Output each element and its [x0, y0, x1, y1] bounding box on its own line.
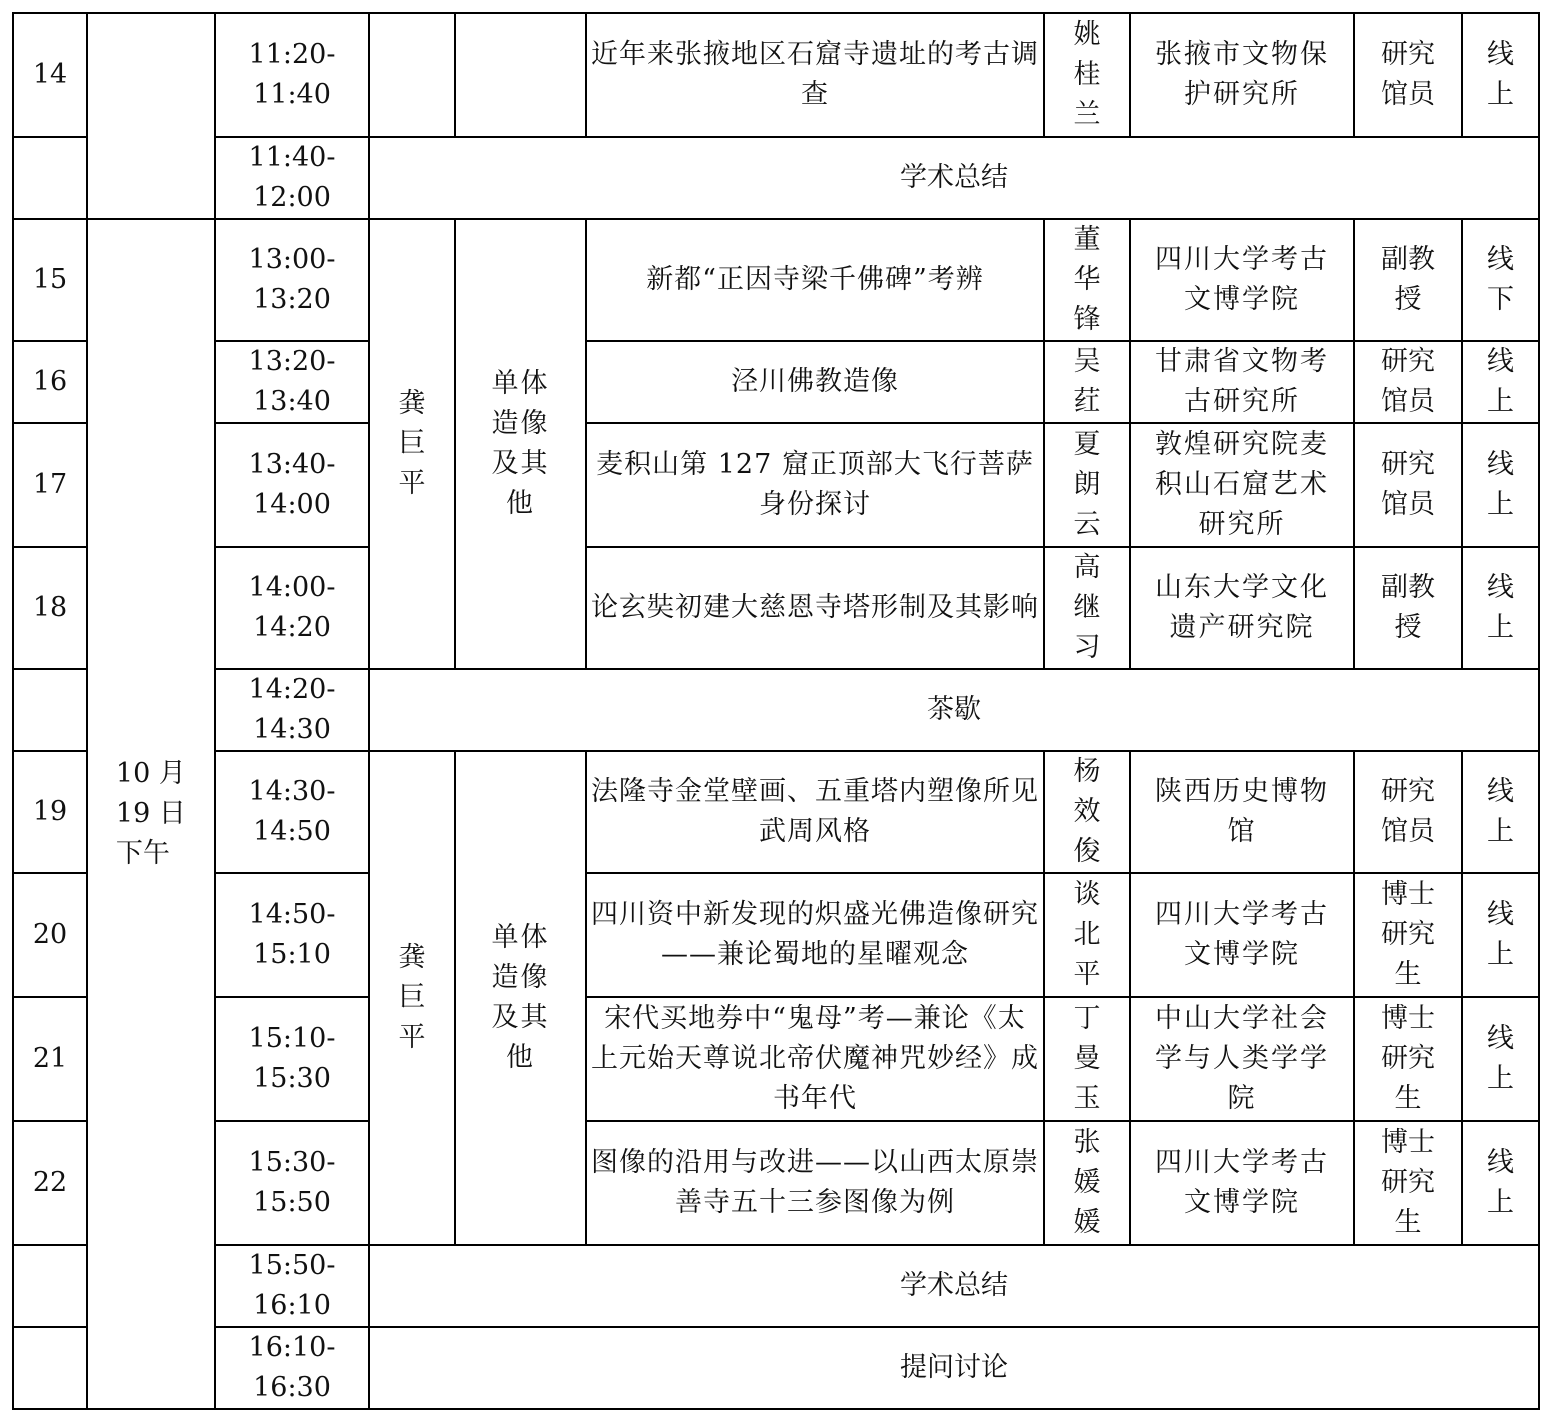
break-cell: 茶歇: [369, 669, 1539, 751]
table-row: [13, 13, 1539, 137]
row-number: 19: [13, 751, 87, 873]
row-number: [13, 1327, 87, 1409]
time-cell: 14:50- 15:10: [215, 873, 369, 997]
table-row: [13, 1327, 1539, 1409]
presentation-mode: 线上: [1462, 751, 1539, 873]
title-rank: 研究馆员: [1354, 423, 1462, 547]
speaker-name: 姚桂兰: [1044, 13, 1130, 137]
paper-title: 法隆寺金堂壁画、五重塔内塑像所见武周风格: [586, 751, 1044, 873]
time-cell: 13:40- 14:00: [215, 423, 369, 547]
title-rank: 研究馆员: [1354, 751, 1462, 873]
discussion-cell: 提问讨论: [369, 1327, 1539, 1409]
affiliation: 敦煌研究院麦积山石窟艺术研究所: [1130, 423, 1354, 547]
table-row: [13, 1245, 1539, 1327]
time-cell: 15:50- 16:10: [215, 1245, 369, 1327]
title-rank: 研究馆员: [1354, 341, 1462, 423]
paper-title: 近年来张掖地区石窟寺遗址的考古调查: [586, 13, 1044, 137]
table-row: [13, 751, 1539, 873]
speaker-name: 谈北平: [1044, 873, 1130, 997]
presentation-mode: 线上: [1462, 997, 1539, 1121]
row-number: [13, 137, 87, 219]
affiliation: 四川大学考古文博学院: [1130, 1121, 1354, 1245]
paper-title: 新都“正因寺梁千佛碑”考辨: [586, 219, 1044, 341]
affiliation: 张掖市文物保护研究所: [1130, 13, 1354, 137]
title-rank: 博士研究生: [1354, 1121, 1462, 1245]
time-cell: 14:20- 14:30: [215, 669, 369, 751]
time-cell: 11:20- 11:40: [215, 13, 369, 137]
affiliation: 中山大学社会学与人类学学院: [1130, 997, 1354, 1121]
title-rank: 博士研究生: [1354, 873, 1462, 997]
affiliation: 甘肃省文物考古研究所: [1130, 341, 1354, 423]
table-row: [13, 219, 1539, 341]
affiliation: 陕西历史博物馆: [1130, 751, 1354, 873]
affiliation: 山东大学文化遗产研究院: [1130, 547, 1354, 669]
session-cell: 单体造像及其他: [455, 751, 586, 1245]
date-cell-am: [87, 13, 215, 219]
paper-title: 图像的沿用与改进——以山西太原崇善寺五十三参图像为例: [586, 1121, 1044, 1245]
row-number: 20: [13, 873, 87, 997]
title-rank: 博士研究生: [1354, 997, 1462, 1121]
presentation-mode: 线上: [1462, 873, 1539, 997]
paper-title: 麦积山第 127 窟正顶部大飞行菩萨身份探讨: [586, 423, 1044, 547]
time-cell: 15:30- 15:50: [215, 1121, 369, 1245]
row-number: 21: [13, 997, 87, 1121]
paper-title: 宋代买地券中“鬼母”考—兼论《太上元始天尊说北帝伏魔神咒妙经》成书年代: [586, 997, 1044, 1121]
date-cell-pm: 10 月 19 日 下午: [87, 219, 215, 1409]
title-rank: 研究馆员: [1354, 13, 1462, 137]
chair-cell: 龚巨平: [369, 751, 455, 1245]
speaker-name: 杨效俊: [1044, 751, 1130, 873]
chair-cell: [369, 13, 455, 137]
table-row: [13, 1121, 1539, 1245]
paper-title: 四川资中新发现的炽盛光佛造像研究——兼论蜀地的星曜观念: [586, 873, 1044, 997]
time-cell: 13:00- 13:20: [215, 219, 369, 341]
presentation-mode: 线上: [1462, 13, 1539, 137]
row-number: [13, 1245, 87, 1327]
title-rank: 副教授: [1354, 547, 1462, 669]
presentation-mode: 线上: [1462, 341, 1539, 423]
title-rank: 副教授: [1354, 219, 1462, 341]
time-cell: 13:20- 13:40: [215, 341, 369, 423]
row-number: 15: [13, 219, 87, 341]
time-cell: 14:00- 14:20: [215, 547, 369, 669]
chair-cell: 龚巨平: [369, 219, 455, 669]
speaker-name: 高继习: [1044, 547, 1130, 669]
speaker-name: 张媛媛: [1044, 1121, 1130, 1245]
table-row: [13, 873, 1539, 997]
paper-title: 泾川佛教造像: [586, 341, 1044, 423]
presentation-mode: 线上: [1462, 1121, 1539, 1245]
table-row: [13, 997, 1539, 1121]
table-row: [13, 669, 1539, 751]
summary-cell: 学术总结: [369, 137, 1539, 219]
summary-cell: 学术总结: [369, 1245, 1539, 1327]
affiliation: 四川大学考古文博学院: [1130, 873, 1354, 997]
row-number: 16: [13, 341, 87, 423]
time-cell: 14:30- 14:50: [215, 751, 369, 873]
table-row: [13, 547, 1539, 669]
table-row: [13, 341, 1539, 423]
affiliation: 四川大学考古文博学院: [1130, 219, 1354, 341]
speaker-name: 夏朗云: [1044, 423, 1130, 547]
session-cell: 单体造像及其他: [455, 219, 586, 669]
row-number: [13, 669, 87, 751]
row-number: 22: [13, 1121, 87, 1245]
table-row: [13, 423, 1539, 547]
row-number: 14: [13, 13, 87, 137]
time-cell: 16:10- 16:30: [215, 1327, 369, 1409]
speaker-name: 董华锋: [1044, 219, 1130, 341]
paper-title: 论玄奘初建大慈恩寺塔形制及其影响: [586, 547, 1044, 669]
time-cell: 15:10- 15:30: [215, 997, 369, 1121]
presentation-mode: 线下: [1462, 219, 1539, 341]
schedule-table: [12, 12, 1540, 1410]
presentation-mode: 线上: [1462, 547, 1539, 669]
speaker-name: 丁曼玉: [1044, 997, 1130, 1121]
speaker-name: 吴荭: [1044, 341, 1130, 423]
table-row: [13, 137, 1539, 219]
time-cell: 11:40- 12:00: [215, 137, 369, 219]
presentation-mode: 线上: [1462, 423, 1539, 547]
session-cell: [455, 13, 586, 137]
row-number: 18: [13, 547, 87, 669]
row-number: 17: [13, 423, 87, 547]
